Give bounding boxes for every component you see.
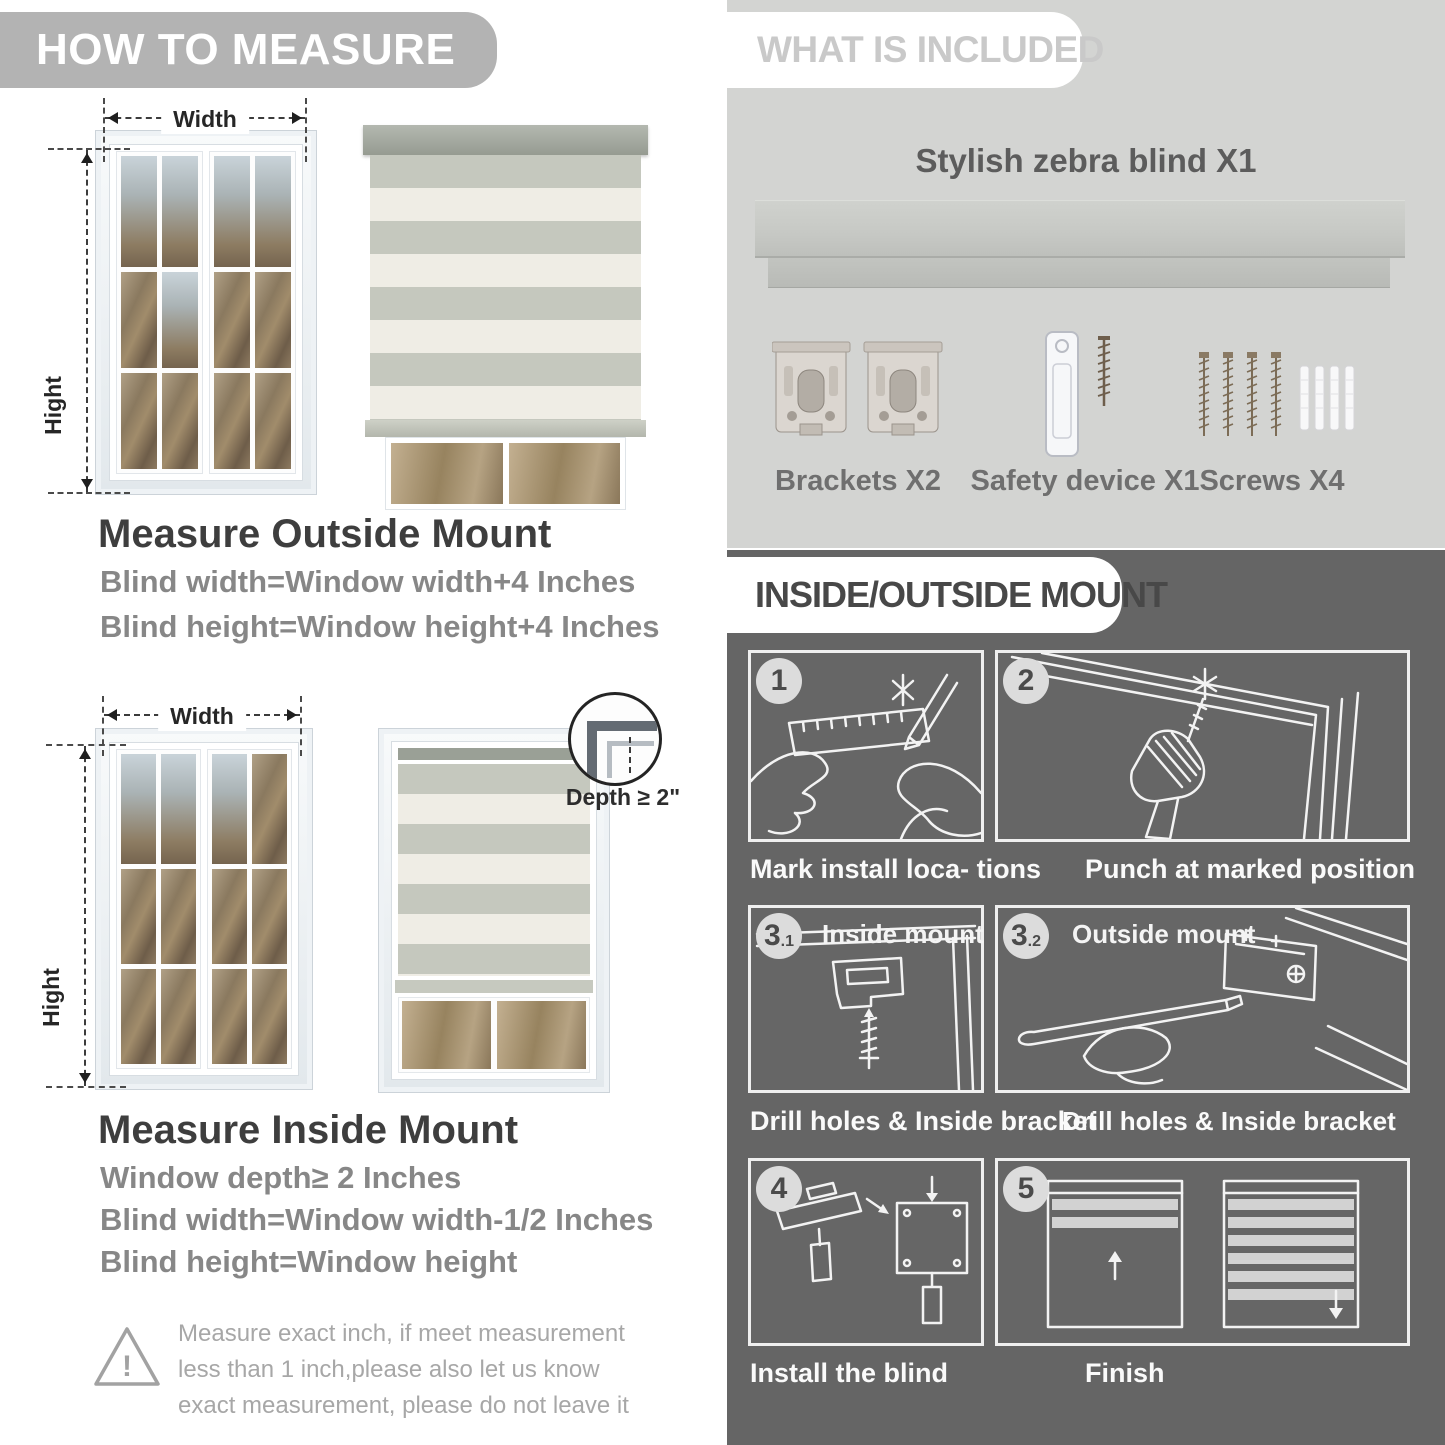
- step-1-caption: Mark install loca- tions: [750, 854, 1042, 884]
- depth-magnifier-icon: [568, 692, 662, 786]
- width-label-outside: Width: [161, 104, 249, 134]
- screws-label: Screws X4: [1199, 465, 1345, 497]
- zebra-blind-inside-illustration: [378, 728, 610, 1093]
- window-sash-right: [209, 151, 296, 474]
- outside-rule-width: Blind width=Window width+4 Inches: [100, 564, 636, 599]
- step-panel-4: [748, 1158, 984, 1346]
- blind-headrail: [363, 125, 648, 155]
- window-sash-left: [116, 151, 203, 474]
- step-panel-1: [748, 650, 984, 842]
- brackets-icon: [772, 338, 944, 444]
- blind-headrail: [398, 748, 590, 760]
- step-panel-2: [995, 650, 1410, 842]
- what-is-included-header: WHAT IS INCLUDED: [727, 12, 1083, 88]
- step-number-badge: 1: [756, 658, 802, 704]
- outside-rule-height: Blind height=Window height+4 Inches: [100, 609, 660, 644]
- warning-text: Measure exact inch, if meet measurement less than 1 inch,please also let us know exact measurement, please do not leave it: [178, 1320, 629, 1419]
- window-sash-left: [116, 749, 201, 1069]
- window-bottom-visible: [398, 997, 590, 1073]
- blind-headrail-valance: [768, 258, 1390, 288]
- height-arrow-inside: [84, 746, 86, 1086]
- height-arrow-outside: [86, 150, 88, 492]
- zebra-blind-outside-illustration: [363, 125, 648, 510]
- window-frame: [109, 742, 299, 1076]
- inside-mount-label: Inside mount: [822, 919, 984, 949]
- blind-headrail-image: [755, 200, 1405, 258]
- step-3-2-caption: Drill holes & Inside bracket: [1062, 1106, 1396, 1136]
- step-number-badge: 3 .1: [756, 913, 802, 959]
- column-divider: [712, 0, 727, 1445]
- product-name: Stylish zebra blind X1: [915, 142, 1257, 179]
- blind-fabric: [370, 155, 641, 420]
- window-frame: [109, 144, 303, 481]
- inside-outside-mount-header: INSIDE/OUTSIDE MOUNT: [727, 557, 1122, 633]
- width-label-inside: Width: [158, 701, 246, 731]
- blind-bottom-rail: [365, 420, 646, 437]
- drill-illustration: [998, 653, 1407, 839]
- step-number-badge: 4: [756, 1166, 802, 1212]
- step-5-caption: Finish: [1085, 1358, 1165, 1388]
- width-tick-left: [102, 696, 104, 756]
- safety-device-icon: [1042, 330, 1132, 462]
- width-tick-right: [305, 98, 307, 162]
- depth-label: Depth ≥ 2": [565, 784, 681, 810]
- step-number-badge: 5: [1003, 1166, 1049, 1212]
- step-panel-5: [995, 1158, 1410, 1346]
- height-label-outside: Hight: [38, 370, 69, 441]
- inside-rule-width: Blind width=Window width-1/2 Inches: [100, 1202, 654, 1237]
- inside-rule-depth: Window depth≥ 2 Inches: [100, 1160, 462, 1195]
- height-label-inside: Hight: [36, 962, 67, 1033]
- window-illustration-inside: [95, 728, 313, 1090]
- outside-mount-label: Outside mount: [1072, 919, 1256, 949]
- width-arrow-inside: [104, 703, 300, 729]
- step-4-caption: Install the blind: [750, 1358, 949, 1388]
- blind-bottom-rail: [395, 980, 593, 993]
- inside-rule-height: Blind height=Window height: [100, 1244, 518, 1279]
- finish-illustration: [998, 1161, 1407, 1343]
- width-arrow-outside: [105, 106, 305, 132]
- step-number-badge: 3 .2: [1003, 913, 1049, 959]
- window-bottom-visible: [385, 437, 626, 510]
- window-illustration-outside: [95, 130, 317, 495]
- width-tick-right: [300, 696, 302, 756]
- window-sash-right: [207, 749, 292, 1069]
- step-number-badge: 2: [1003, 658, 1049, 704]
- step-2-caption: Punch at marked position: [1085, 854, 1416, 884]
- how-to-measure-header: HOW TO MEASURE: [0, 12, 497, 88]
- screws-icon: [1192, 348, 1358, 448]
- step-3-1-caption: Drill holes & Inside bracket: [750, 1106, 1097, 1136]
- measure-inside-title: Measure Inside Mount: [98, 1108, 519, 1152]
- safety-device-label: Safety device X1: [970, 465, 1200, 497]
- brackets-label: Brackets X2: [774, 465, 942, 497]
- measure-outside-title: Measure Outside Mount: [98, 512, 552, 556]
- warning-exclamation: !: [122, 1350, 132, 1383]
- width-tick-left: [103, 98, 105, 162]
